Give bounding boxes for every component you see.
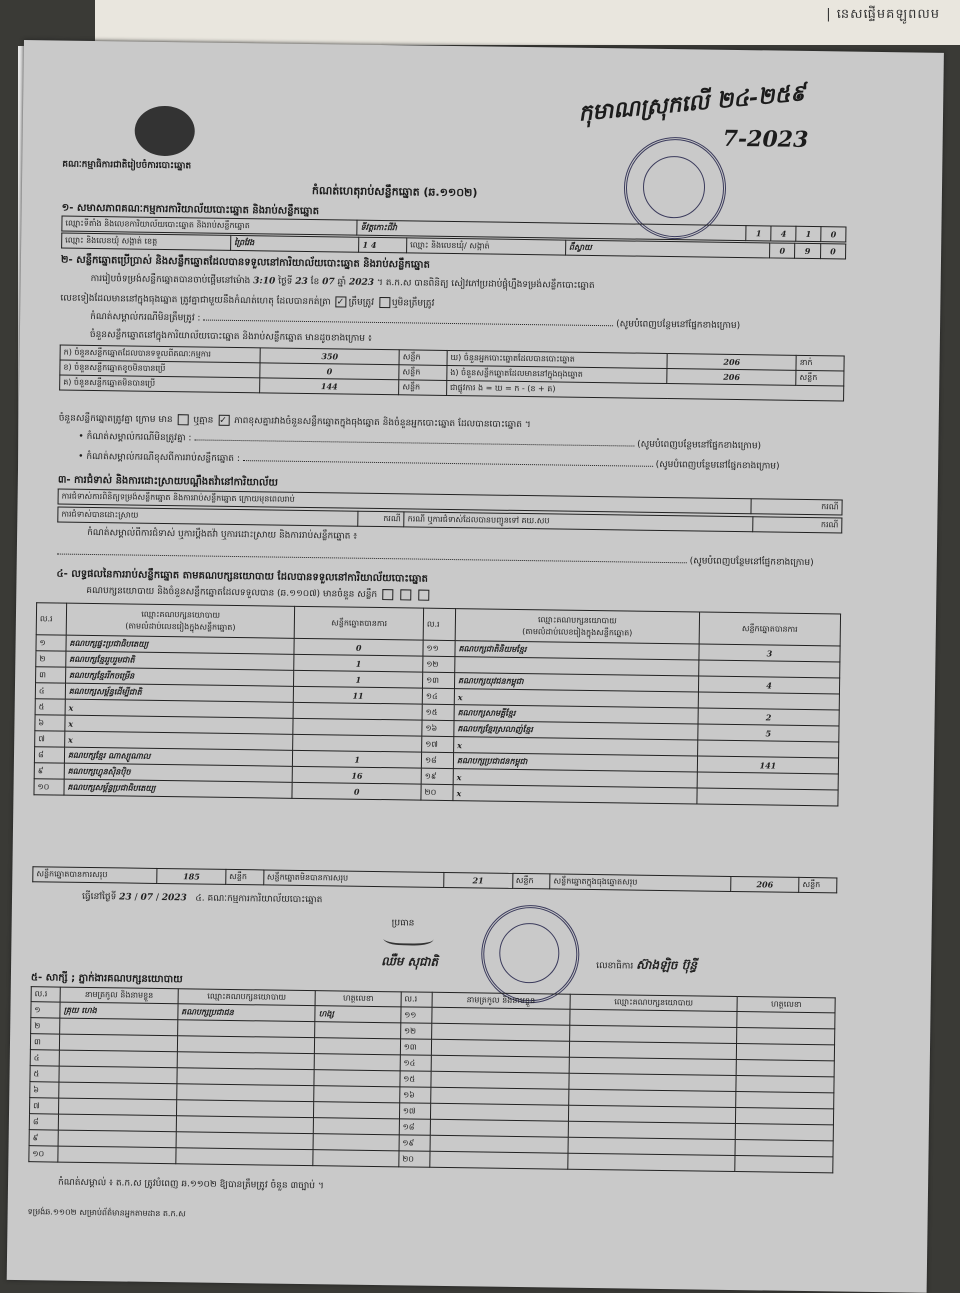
party-no: ១០ xyxy=(34,779,64,795)
witness-no: ១៤ xyxy=(400,1055,431,1071)
handwritten-note: កុមាណស្រុកលើ ២៤-២៥៩ xyxy=(577,80,807,127)
footer-note: កំណត់សម្គាល់ ៖ ត.ក.ស ត្រូវបំពេញ ឆ.១១០២ ឱ្យបានត្រឹមត្រូវ ចំនួន ៣ច្បាប់ ។ xyxy=(57,1177,324,1192)
year-value: 2023 xyxy=(348,277,375,288)
col-sign-header: ហត្ថលេខា xyxy=(315,991,401,1007)
location-label: ឈ្មោះទីតាំង និងលេខការិយាល័យបោះឆ្នោត និងរាប់សន្លឹកឆ្នោត xyxy=(62,216,357,235)
party-no: ៦ xyxy=(35,715,65,731)
witness-name xyxy=(58,1114,176,1132)
day-label: ថ្ងៃទី xyxy=(278,276,293,287)
location-code-digit: 4 xyxy=(771,226,796,241)
witness-sign xyxy=(737,1044,835,1061)
witness-no: ១០ xyxy=(29,1146,58,1162)
party-votes: 1 xyxy=(294,670,423,688)
results-totals xyxy=(32,866,837,893)
party-no: ១៤ xyxy=(422,688,454,704)
witness-party xyxy=(176,1116,314,1134)
party-votes xyxy=(293,734,422,752)
underlying-paper xyxy=(95,0,960,45)
witness-no: ៣ xyxy=(30,1034,59,1050)
witness-no: ៩ xyxy=(29,1130,58,1146)
witness-party: គណបក្សប្រជាជន xyxy=(178,1004,316,1022)
party-no: ៩ xyxy=(34,763,64,779)
commune-value: ពឹស្វាយ xyxy=(565,240,770,258)
witness-no: ៦ xyxy=(30,1082,59,1098)
underlying-paper-text: | នេសផ្ទើមគឡូពលម xyxy=(826,7,940,22)
col-party-subtitle: (តាមលំដាប់លេខរៀងក្នុងសន្លឹកឆ្នោត) xyxy=(125,620,236,632)
party-no: ១៩ xyxy=(421,768,453,784)
form-document xyxy=(17,40,914,1272)
witness-party xyxy=(176,1148,314,1166)
witness-name: គ្រុយ ហេង xyxy=(60,1002,178,1020)
seal-inner-ring xyxy=(499,923,560,984)
ballot-row-unit: សន្លឹក xyxy=(399,380,447,396)
party-no: ៥ xyxy=(35,699,65,715)
checkbox-incorrect[interactable] xyxy=(379,297,390,308)
section3-title: ៣- ការជំទាស់ និងការដោះស្រាយបណ្តឹងតវ៉ានៅការិយាល័យ xyxy=(57,474,279,489)
party-name: x xyxy=(454,689,698,708)
province-label: ឈ្មោះ និងលេខឃុំ សង្កាត់ ខេត្ត xyxy=(62,233,231,250)
party-name: គណបក្សខ្មែរ ណាស្យូណាល xyxy=(64,747,293,766)
invalid-total-label: សន្លឹកឆ្នោតមិនបានការសរុប xyxy=(263,870,444,888)
party-no: ១៥ xyxy=(422,704,454,720)
witness-no: ១៧ xyxy=(399,1103,430,1119)
witness-sign xyxy=(736,1076,834,1093)
fill-hint: (សូមបំពេញបន្ថែមនៅផ្នែកខាងក្រោម) xyxy=(655,459,780,472)
checkbox-none-label: ឬគ្មាន xyxy=(193,415,214,426)
objection-row1-label: ការជំទាស់ការពិនិត្យទម្រង់សន្លឹកឆ្នោត និងការរាប់សន្លឹកឆ្នោត ក្រោយមុនពេលរាប់ xyxy=(58,489,751,514)
footer-form-code: ទម្រង់ឆ.១១០២ សម្រាប់ព័ត៌មានអ្នកតាមដាន ត.ក.ស xyxy=(27,1207,186,1219)
location-code-digit: 0 xyxy=(821,227,846,242)
section3-note: កំណត់សម្គាល់ពីការជំទាស់ ឬការប្តឹងតវ៉ា ឬការដោះស្រាយ និងការរាប់សន្លឹកឆ្នោត ៖ xyxy=(87,527,358,542)
section5-title: ៥- សាក្សី ; ភ្នាក់ងារគណបក្សនយោបាយ xyxy=(30,972,183,986)
ballot-count-table xyxy=(59,345,845,402)
date-year: 2023 xyxy=(161,893,187,904)
witness-name xyxy=(430,1135,568,1153)
checkbox-none[interactable]: ✓ xyxy=(218,415,229,426)
note2-label: • កំណត់សម្គាល់ករណីខុសពីការរាប់សន្លឹកឆ្នោត : xyxy=(78,451,240,465)
ballot-row-label: ខ) ចំនួនសន្លឹកឆ្នោតខូចមិនបានប្រើ xyxy=(60,360,260,378)
party-votes: 16 xyxy=(293,766,422,784)
remark-label: កំណត់សម្គាល់ករណីមិនត្រឹមត្រូវ : xyxy=(90,311,201,324)
valid-total-unit: សន្លឹក xyxy=(226,869,264,885)
location-code-digit: 1 xyxy=(796,226,821,241)
date-day: 23 xyxy=(119,892,132,903)
witness-sign xyxy=(315,1054,401,1071)
party-votes xyxy=(698,692,839,710)
witness-no: ៧ xyxy=(30,1098,59,1114)
party-votes xyxy=(699,660,840,678)
signing-date-line: ធ្វើនៅថ្ងៃទី 23 / 07 / 2023 ៤. គណៈកម្មការការិយាល័យបោះឆ្នោត xyxy=(81,891,323,906)
witness-sign xyxy=(315,1038,401,1055)
party-no: ១៦ xyxy=(422,720,454,736)
party-votes: 3 xyxy=(699,644,840,662)
objection-row1-count: ករណី xyxy=(751,499,842,515)
party-votes xyxy=(293,702,422,720)
president-label: ប្រធាន xyxy=(391,918,415,929)
witness-name xyxy=(60,1034,178,1052)
month-label: ខែ xyxy=(310,277,320,288)
witness-name xyxy=(58,1130,176,1148)
party-no: ១២ xyxy=(423,656,455,672)
witness-name xyxy=(431,1039,569,1057)
col-no-header: ល.រ xyxy=(401,992,432,1007)
witness-party xyxy=(177,1068,315,1086)
section2-line2 xyxy=(60,293,434,311)
section1-title: ១- សមាសភាពគណៈកម្មការការិយាល័យបោះឆ្នោត និងរាប់សន្លឹកឆ្នោត xyxy=(61,202,320,218)
col-party-header xyxy=(455,609,699,644)
witness-no: ៤ xyxy=(30,1050,59,1066)
location-code-digit: 1 xyxy=(746,226,771,241)
witness-party xyxy=(176,1084,314,1102)
section4-title: ៤- លទ្ធផលនៃការរាប់សន្លឹកឆ្នោត តាមគណបក្សនយោបាយ ដែលបានទទួលនៅការិយាល័យបោះឆ្នោត xyxy=(56,568,428,585)
section4-sub xyxy=(86,585,431,603)
party-name: គណបក្សសាមគ្គីខ្មែរ xyxy=(454,705,698,724)
section2-title: ២- សន្លឹកឆ្នោតប្រើប្រាស់ និងសន្លឹកឆ្នោតដែលបានទទួលនៅការិយាល័យបោះឆ្នោត និងរាប់សន្លឹកឆ្នោត xyxy=(60,254,430,271)
witness-name xyxy=(58,1146,176,1164)
witness-no: ១៨ xyxy=(399,1119,430,1135)
ballot-row-value2: 206 xyxy=(667,369,796,386)
secretary-signature: ស៊ាងឡិច ប៊ុន្ធី xyxy=(636,957,697,973)
invalid-total-value: 21 xyxy=(444,872,513,888)
party-votes: 11 xyxy=(294,686,423,704)
fill-hint: (សូមបំពេញបន្ថែមនៅផ្នែកខាងក្រោម) xyxy=(637,439,762,452)
witness-no: ១៥ xyxy=(400,1071,431,1087)
witness-sign xyxy=(735,1156,833,1173)
witness-sign xyxy=(737,1060,835,1077)
witness-party xyxy=(177,1036,315,1054)
section2-note1 xyxy=(78,431,761,454)
party-no: ២០ xyxy=(421,784,453,800)
witness-sign xyxy=(736,1108,834,1125)
col-sign-header: ហត្ថលេខា xyxy=(737,997,835,1013)
objection-row2b-label: ករណី ឬការជំទាស់ដែលបានបញ្ជូនទៅ គឃ.សប xyxy=(404,512,753,532)
col-no-header: ល.រ xyxy=(36,603,66,635)
section4-sub-text: គណបក្សនយោបាយ និងចំនួនសន្លឹកឆ្នោតដែលទទួលបាន (ឆ.១១០៧) មានចំនួន សន្លឹក xyxy=(86,585,378,600)
party-name: x xyxy=(453,785,697,804)
party-name: គណបក្សខ្មែររួបរួមជាតិ xyxy=(66,651,295,670)
box-total-unit: សន្លឹក xyxy=(799,877,837,893)
witness-party xyxy=(176,1100,314,1118)
objection-row2b-count: ករណី xyxy=(752,517,841,533)
party-votes: 1 xyxy=(293,750,422,768)
witness-name xyxy=(432,1023,570,1041)
witness-party xyxy=(177,1052,315,1070)
col-party-title: ឈ្មោះគណបក្សនយោបាយ xyxy=(537,614,617,625)
president-name: ឈឺម សុជាតិ xyxy=(381,954,439,969)
date-month: 07 xyxy=(140,892,154,903)
party-votes: 5 xyxy=(698,724,839,742)
party-no: ១ xyxy=(36,635,66,651)
ballot-row-unit2: សន្លឹក xyxy=(796,370,844,386)
checkbox-correct[interactable]: ✓ xyxy=(336,296,347,307)
witness-party xyxy=(177,1020,315,1038)
witness-name xyxy=(432,1007,570,1025)
party-name: x xyxy=(453,769,697,788)
line2-text: លេខទៀងដែលមាននៅក្នុងធុងឆ្នោត ត្រូវគ្នាជាមួយនឹងកំណត់ហេតុ ដែលបានកត់ត្រា xyxy=(60,293,331,308)
box-total-label: សន្លឹកឆ្នោតក្នុងធុងឆ្នោតសរុប xyxy=(550,874,731,892)
location-value: ទីវត្តកោះជីវ៉ា xyxy=(357,220,746,240)
party-no: ៤ xyxy=(35,683,65,699)
party-no: ៨ xyxy=(34,747,64,763)
party-votes: 4 xyxy=(698,676,839,694)
witness-table xyxy=(28,986,835,1173)
party-no: ១៣ xyxy=(423,672,455,688)
line5-text: ចំនួនសន្លឹកឆ្នោតត្រូវគ្នា ក្រោម មាន xyxy=(58,413,173,426)
witness-no: ២០ xyxy=(399,1151,430,1167)
col-name-header: នាមត្រកូល និងនាមខ្លួន xyxy=(432,992,570,1009)
witness-name xyxy=(59,1050,177,1068)
commune-code-digit: 9 xyxy=(795,243,820,258)
ballot-row-value2: 206 xyxy=(667,354,796,371)
objection-row2-count: ករណី xyxy=(358,511,404,527)
witness-sign xyxy=(315,1022,401,1039)
commune-label: ឈ្មោះ និងលេខឃុំ/ សង្កាត់ xyxy=(407,238,566,255)
witness-no: ៨ xyxy=(29,1114,58,1130)
witness-no: ១២ xyxy=(400,1023,431,1039)
handwritten-date: 7-2023 xyxy=(722,125,809,153)
ballot-row-value: 0 xyxy=(260,363,399,380)
party-votes xyxy=(697,772,838,790)
party-name: គណបក្សផ្ទះប្រជាធិបតេយ្យ xyxy=(66,635,295,654)
objection-row2-label: ការជំទាស់បានដោះស្រាយ xyxy=(58,507,358,526)
section2-note2 xyxy=(78,451,780,474)
witness-party xyxy=(567,1153,735,1171)
party-votes: 1 xyxy=(294,654,423,672)
col-party-header xyxy=(66,603,295,638)
witness-party xyxy=(176,1132,314,1150)
col-party-header: ឈ្មោះគណបក្សនយោបាយ xyxy=(178,989,316,1006)
witness-name xyxy=(60,1018,178,1036)
checkbox-sheet2[interactable] xyxy=(400,589,411,600)
official-seal-bottom xyxy=(481,904,580,1003)
ballot-row-label: គ) ចំនួនសន្លឹកឆ្នោតមិនបានប្រើ xyxy=(60,375,260,393)
party-no: ៣ xyxy=(36,667,66,683)
party-no: ២ xyxy=(36,651,66,667)
note1-dotted-line xyxy=(194,439,634,446)
line1-post: ។ ត.ក.ស បានពិនិត្យ សៀវភៅប្រដាប់ផ្ដុំហ្នឹងទម្រង់សន្លឹកបោះឆ្នោត xyxy=(376,277,595,291)
section3-note-line xyxy=(57,547,814,571)
seal-inner-ring xyxy=(643,156,706,219)
valid-total-value: 185 xyxy=(157,868,226,884)
month-value: 07 xyxy=(322,277,335,288)
party-name: x xyxy=(454,737,698,756)
witness-name xyxy=(59,1082,177,1100)
party-votes: 141 xyxy=(697,756,838,774)
election-form-sheet xyxy=(7,40,944,1293)
national-emblem-logo xyxy=(134,106,195,157)
province-value: ព្រៃវែង xyxy=(231,235,360,252)
checkbox-sheet3[interactable] xyxy=(418,590,429,601)
ballot-row-label2: ឃ) ចំនួនអ្នកបោះឆ្នោតដែលបានបោះឆ្នោត xyxy=(447,350,668,368)
party-votes: 0 xyxy=(292,782,421,800)
valid-total-label: សន្លឹកឆ្នោតបានការសរុប xyxy=(33,867,158,884)
party-name: គណបក្សខ្មែរស្រលាញ់ខ្មែរ xyxy=(454,721,698,740)
org-line: គណៈកម្មាធិការជាតិរៀបចំការបោះឆ្នោត xyxy=(62,159,192,172)
ballot-row-label: ក) ចំនួនសន្លឹកឆ្នោតដែលបានទទួលពីគណៈកម្មការ xyxy=(60,345,260,363)
section2-line5 xyxy=(59,413,531,433)
party-results-table xyxy=(33,602,841,806)
party-name: គណបក្សសម្ព័ន្ធប្រជាធិបតេយ្យ xyxy=(64,779,293,798)
year-label: ឆ្នាំ xyxy=(337,277,347,288)
party-votes xyxy=(697,740,838,758)
start-time-value: 3:10 xyxy=(253,276,276,287)
party-name: គណបក្សប្រជាជនកម្ពុជា xyxy=(453,753,697,772)
totals-row xyxy=(33,867,837,893)
witness-no: ១១ xyxy=(401,1007,432,1023)
party-votes: 2 xyxy=(698,708,839,726)
col-party-title: ឈ្មោះគណបក្សនយោបាយ xyxy=(141,609,221,620)
note2-dotted-line xyxy=(243,460,653,467)
witness-name xyxy=(430,1103,568,1121)
sign-label: ៤. គណៈកម្មការការិយាល័យបោះឆ្នោត xyxy=(195,893,323,906)
witness-no: ៥ xyxy=(30,1066,59,1082)
witness-name xyxy=(59,1098,177,1116)
line5-b-text: ភាពខុសគ្នារវាងចំនួនសន្លឹកឆ្នោតក្នុងធុងឆ្នោត និងចំនួនអ្នកបោះឆ្នោត ដែលបានបោះឆ្នោត ។ xyxy=(234,415,531,431)
party-name: x xyxy=(65,699,294,718)
checkbox-has[interactable] xyxy=(177,414,188,425)
party-no: ១១ xyxy=(423,640,455,656)
section2-line4: ចំនួនសន្លឹកឆ្នោតនៅក្នុងការិយាល័យបោះឆ្នោត និងរាប់សន្លឹកឆ្នោត មានដូចខាងក្រោម ៖ xyxy=(89,329,372,344)
witness-sign xyxy=(737,1028,835,1045)
ballot-row-value: 144 xyxy=(260,378,399,395)
witness-name xyxy=(430,1119,568,1137)
witness-no: ១៦ xyxy=(400,1087,431,1103)
commune-code-digit: 0 xyxy=(770,243,795,258)
witness-sign xyxy=(314,1070,400,1087)
party-votes: 0 xyxy=(294,638,423,656)
party-votes xyxy=(697,788,838,806)
secretary-line xyxy=(596,956,697,975)
ballot-row-value: 350 xyxy=(260,348,399,365)
fill-hint: (សូមបំពេញបន្ថែមនៅផ្នែកខាងក្រោម) xyxy=(616,319,741,332)
witness-name xyxy=(431,1087,569,1105)
witness-sign xyxy=(314,1118,400,1135)
section3-dotted-line xyxy=(57,554,687,564)
witness-name xyxy=(59,1066,177,1084)
witness-name xyxy=(430,1151,568,1169)
box-total-value: 206 xyxy=(731,876,800,892)
ballot-formula: ជាផ្លូវការ ង = ឃ = ក - (ខ + គ) xyxy=(446,380,843,401)
witness-sign xyxy=(737,1012,835,1029)
remark-dotted-line xyxy=(203,320,613,327)
witness-no: ២ xyxy=(31,1018,60,1034)
note1-label: • កំណត់សម្គាល់ករណីមិនត្រូវគ្នា : xyxy=(78,431,192,444)
ballot-row-unit2: នាក់ xyxy=(796,355,844,371)
witness-no: ១៩ xyxy=(399,1135,430,1151)
col-no-header: ល.រ xyxy=(423,608,455,640)
fill-hint: (សូមបំពេញបន្ថែមនៅផ្នែកខាងក្រោម) xyxy=(689,556,814,569)
col-party-header: ឈ្មោះគណបក្សនយោបាយ xyxy=(570,994,738,1011)
witness-sign xyxy=(314,1102,400,1119)
party-name: គណបក្សយុវជនកម្ពុជា xyxy=(454,673,698,692)
start-time-label: ការរៀបចំទម្រង់សន្លឹកឆ្នោតបានចាប់ផ្តើមនៅម៉ោង xyxy=(90,273,251,287)
col-votes-header: សន្លឹកឆ្នោតបានការ xyxy=(295,606,424,640)
checkbox-incorrect-label: ឬមិនត្រឹមត្រូវ xyxy=(391,298,435,309)
ballot-row-label2: ង) ចំនួនសន្លឹកឆ្នោតដែលមាននៅក្នុងធុងឆ្នោត xyxy=(447,365,668,383)
party-votes xyxy=(293,718,422,736)
witness-name xyxy=(431,1071,569,1089)
president-signature xyxy=(383,929,433,946)
col-party-subtitle: (តាមលំដាប់លេខរៀងក្នុងសន្លឹកឆ្នោត) xyxy=(522,626,633,638)
party-name: x xyxy=(64,731,293,750)
checkbox-sheet1[interactable] xyxy=(382,589,393,600)
party-name: គណបក្សហ្វុនស៊ិនប៉ិច xyxy=(64,763,293,782)
witness-no: ១៣ xyxy=(400,1039,431,1055)
party-name: គណបក្សសម្ព័ន្ធដើម្បីជាតិ xyxy=(65,683,294,702)
day-value: 23 xyxy=(295,276,308,287)
secretary-label: លេខាធិការ xyxy=(596,961,634,972)
section2-line1 xyxy=(91,273,595,293)
date-label: ធ្វើនៅថ្ងៃទី xyxy=(81,891,117,903)
party-name: គណបក្សជាតិនិយមខ្មែរ xyxy=(455,641,699,660)
party-no: ៧ xyxy=(35,731,65,747)
witness-sign xyxy=(735,1140,833,1157)
party-name: គណបក្សខ្មែររីកចម្រើន xyxy=(65,667,294,686)
commune-code-digit: 0 xyxy=(820,244,846,259)
party-no: ១៧ xyxy=(422,736,454,752)
col-name-header: នាមត្រកូល និងនាមខ្លួន xyxy=(60,987,178,1004)
party-no: ១៨ xyxy=(421,752,453,768)
province-code: 1 4 xyxy=(359,237,407,253)
witness-sign xyxy=(736,1124,834,1141)
form-title: កំណត់ហេតុរាប់សន្លឹកឆ្នោត (ឆ.១១០២) xyxy=(311,184,478,200)
ballot-row-unit: សន្លឹក xyxy=(399,365,447,381)
checkbox-correct-label: ត្រឹមត្រូវ xyxy=(348,297,375,308)
party-name: x xyxy=(65,715,294,734)
col-votes-header: សន្លឹកឆ្នោតបានការ xyxy=(699,612,841,646)
witness-sign xyxy=(314,1086,400,1103)
witness-sign xyxy=(736,1092,834,1109)
witness-sign xyxy=(313,1150,399,1167)
ballot-row-unit: សន្លឹក xyxy=(399,350,447,366)
invalid-total-unit: សន្លឹក xyxy=(512,873,550,889)
witness-name xyxy=(431,1055,569,1073)
col-no-header: ល.រ xyxy=(31,987,60,1002)
witness-sign xyxy=(313,1134,399,1151)
witness-sign: ហង្ស xyxy=(315,1006,401,1023)
witness-no: ១ xyxy=(31,1002,60,1018)
